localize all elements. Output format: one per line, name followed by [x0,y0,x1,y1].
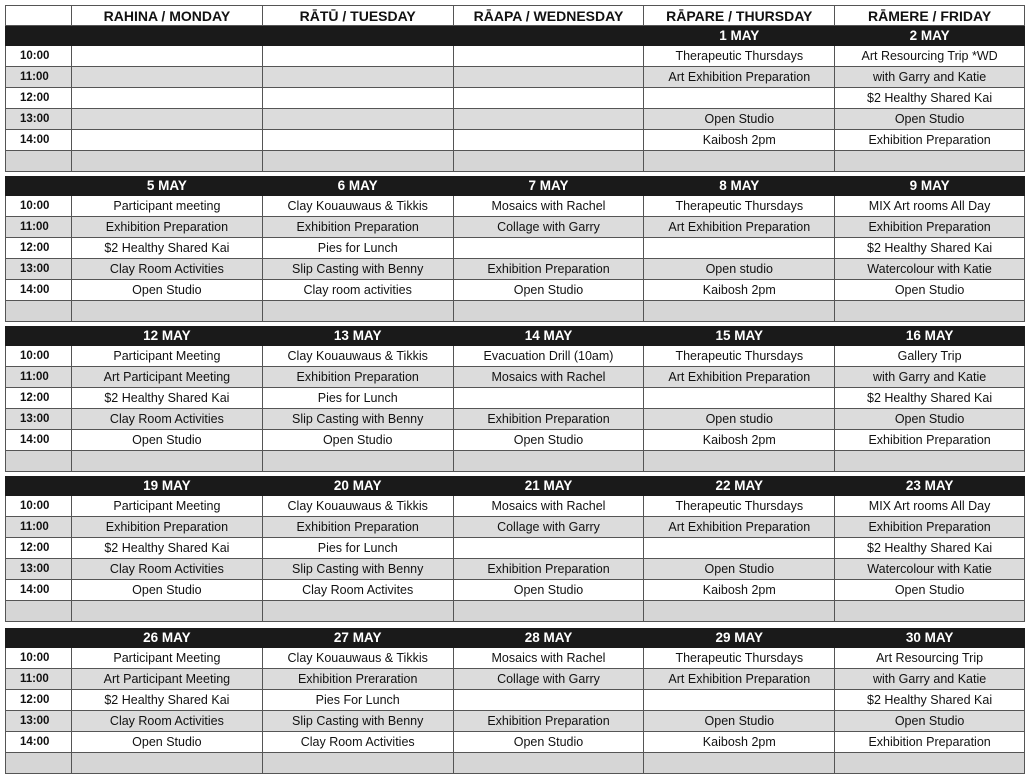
day-header-tuesday: RĀTŪ / TUESDAY [262,5,453,26]
activity-cell-wednesday: Exhibition Preparation [453,711,644,732]
activity-cell-tuesday: Slip Casting with Benny [262,559,453,580]
spacer-cell [834,301,1025,322]
date-label-thursday: 15 MAY [643,326,834,346]
spacer-cell [262,753,453,774]
spacer-cell [834,601,1025,622]
week-date-row [5,326,1025,346]
date-row-spacer [5,176,71,196]
activity-cell-friday: Exhibition Preparation [834,732,1025,753]
date-label-thursday: 1 MAY [643,26,834,46]
time-label: 14:00 [5,430,71,451]
time-label: 12:00 [5,88,71,109]
activity-cell-monday: Open Studio [71,430,262,451]
activity-cell-monday: Art Participant Meeting [71,669,262,690]
activity-cell-friday: $2 Healthy Shared Kai [834,88,1025,109]
activity-cell-monday: Exhibition Preparation [71,217,262,238]
activity-cell-wednesday: Collage with Garry [453,669,644,690]
activity-cell-thursday: Therapeutic Thursdays [643,196,834,217]
activity-cell-wednesday [453,67,644,88]
time-slot-row [5,517,1025,538]
date-label-monday: 26 MAY [71,628,262,648]
activity-cell-friday: Watercolour with Katie [834,559,1025,580]
activity-cell-thursday: Therapeutic Thursdays [643,46,834,67]
time-label: 10:00 [5,46,71,67]
activity-cell-monday: Clay Room Activities [71,711,262,732]
day-header-wednesday: RĀAPA / WEDNESDAY [453,5,644,26]
activity-cell-friday: Exhibition Preparation [834,217,1025,238]
activity-cell-wednesday: Mosaics with Rachel [453,496,644,517]
activity-cell-thursday: Kaibosh 2pm [643,732,834,753]
activity-cell-monday: Participant meeting [71,196,262,217]
activity-cell-wednesday: Exhibition Preparation [453,559,644,580]
activity-cell-wednesday: Exhibition Preparation [453,259,644,280]
spacer-cell [453,151,644,172]
time-slot-row [5,648,1025,669]
activity-cell-thursday: Art Exhibition Preparation [643,669,834,690]
activity-cell-wednesday: Open Studio [453,580,644,601]
date-label-thursday: 29 MAY [643,628,834,648]
time-slot-row [5,346,1025,367]
activity-cell-tuesday: Clay Kouauwaus & Tikkis [262,648,453,669]
spacer-cell [643,601,834,622]
time-slot-row [5,259,1025,280]
activity-cell-wednesday [453,538,644,559]
time-label: 10:00 [5,648,71,669]
day-header-friday: RĀMERE / FRIDAY [834,5,1025,26]
date-label-wednesday: 7 MAY [453,176,644,196]
activity-cell-wednesday [453,238,644,259]
spacer-cell [834,753,1025,774]
activity-cell-tuesday: Open Studio [262,430,453,451]
time-slot-row [5,367,1025,388]
activity-cell-thursday [643,388,834,409]
time-slot-row [5,280,1025,301]
time-label: 12:00 [5,690,71,711]
time-label: 13:00 [5,559,71,580]
activity-cell-tuesday: Slip Casting with Benny [262,259,453,280]
time-label: 11:00 [5,67,71,88]
time-label: 13:00 [5,109,71,130]
spacer-cell [71,451,262,472]
time-slot-row [5,690,1025,711]
activity-cell-monday [71,88,262,109]
week-date-row [5,176,1025,196]
activity-cell-friday: Open Studio [834,109,1025,130]
time-label: 13:00 [5,259,71,280]
spacer-cell [262,151,453,172]
activity-cell-tuesday: Pies for Lunch [262,238,453,259]
activity-cell-thursday [643,88,834,109]
week-spacer-row [5,753,1025,774]
week-date-row [5,476,1025,496]
activity-cell-friday: Gallery Trip [834,346,1025,367]
activity-cell-monday [71,130,262,151]
activity-cell-friday: $2 Healthy Shared Kai [834,388,1025,409]
activity-cell-tuesday: Pies For Lunch [262,690,453,711]
time-slot-row [5,238,1025,259]
spacer-cell [71,601,262,622]
time-slot-row [5,46,1025,67]
date-label-monday: 5 MAY [71,176,262,196]
spacer-cell [453,601,644,622]
day-header-row [5,5,1025,26]
activity-cell-thursday: Open studio [643,409,834,430]
time-label: 14:00 [5,280,71,301]
activity-cell-monday: Clay Room Activities [71,409,262,430]
activity-cell-tuesday: Clay Kouauwaus & Tikkis [262,196,453,217]
activity-cell-tuesday: Clay Room Activites [262,580,453,601]
time-slot-row [5,388,1025,409]
activity-cell-monday: $2 Healthy Shared Kai [71,538,262,559]
activity-cell-thursday: Kaibosh 2pm [643,130,834,151]
activity-cell-wednesday: Mosaics with Rachel [453,367,644,388]
activity-cell-wednesday: Collage with Garry [453,517,644,538]
activity-cell-thursday: Open studio [643,259,834,280]
date-label-monday [71,26,262,46]
activity-cell-tuesday: Pies for Lunch [262,388,453,409]
activity-cell-friday: Exhibition Preparation [834,517,1025,538]
spacer-cell [453,753,644,774]
date-row-spacer [5,26,71,46]
activity-cell-wednesday [453,88,644,109]
spacer-cell [643,451,834,472]
activity-cell-monday [71,67,262,88]
spacer-cell [5,301,71,322]
activity-cell-thursday: Therapeutic Thursdays [643,346,834,367]
activity-cell-monday: $2 Healthy Shared Kai [71,238,262,259]
activity-cell-monday: Clay Room Activities [71,259,262,280]
week-spacer-row [5,301,1025,322]
activity-cell-tuesday: Slip Casting with Benny [262,711,453,732]
activity-cell-monday: Open Studio [71,732,262,753]
spacer-cell [643,151,834,172]
date-label-wednesday: 14 MAY [453,326,644,346]
activity-cell-thursday: Open Studio [643,109,834,130]
date-label-wednesday: 28 MAY [453,628,644,648]
activity-cell-tuesday [262,46,453,67]
date-label-wednesday [453,26,644,46]
activity-cell-thursday [643,538,834,559]
activity-cell-monday: Exhibition Preparation [71,517,262,538]
activity-cell-friday: MIX Art rooms All Day [834,196,1025,217]
time-label: 12:00 [5,238,71,259]
activity-cell-wednesday: Mosaics with Rachel [453,648,644,669]
activity-cell-tuesday [262,88,453,109]
activity-cell-friday: Exhibition Preparation [834,130,1025,151]
activity-cell-monday [71,109,262,130]
time-slot-row [5,67,1025,88]
time-label: 14:00 [5,732,71,753]
date-row-spacer [5,326,71,346]
activity-cell-thursday: Therapeutic Thursdays [643,648,834,669]
activity-cell-thursday: Open Studio [643,559,834,580]
spacer-cell [453,301,644,322]
time-header-cell [5,5,71,26]
spacer-cell [71,151,262,172]
time-slot-row [5,409,1025,430]
activity-cell-tuesday: Clay Kouauwaus & Tikkis [262,346,453,367]
activity-cell-wednesday: Evacuation Drill (10am) [453,346,644,367]
activity-cell-thursday: Kaibosh 2pm [643,280,834,301]
date-label-monday: 19 MAY [71,476,262,496]
week-spacer-row [5,601,1025,622]
activity-cell-friday: Watercolour with Katie [834,259,1025,280]
activity-cell-monday: Participant Meeting [71,346,262,367]
activity-cell-monday: Open Studio [71,280,262,301]
time-slot-row [5,88,1025,109]
activity-cell-wednesday: Open Studio [453,732,644,753]
activity-cell-wednesday: Open Studio [453,280,644,301]
time-label: 10:00 [5,196,71,217]
activity-cell-tuesday: Clay Kouauwaus & Tikkis [262,496,453,517]
activity-cell-thursday [643,690,834,711]
activity-cell-friday: Open Studio [834,711,1025,732]
date-label-thursday: 22 MAY [643,476,834,496]
spacer-cell [453,451,644,472]
activity-cell-friday: Exhibition Preparation [834,430,1025,451]
week-date-row [5,26,1025,46]
time-label: 13:00 [5,409,71,430]
activity-cell-tuesday [262,130,453,151]
activity-cell-wednesday: Mosaics with Rachel [453,196,644,217]
date-label-tuesday: 20 MAY [262,476,453,496]
activity-cell-friday: Art Resourcing Trip [834,648,1025,669]
time-label: 12:00 [5,538,71,559]
activity-cell-friday: Art Resourcing Trip *WD [834,46,1025,67]
time-slot-row [5,711,1025,732]
activity-cell-monday: Participant Meeting [71,496,262,517]
time-label: 13:00 [5,711,71,732]
activity-cell-wednesday [453,109,644,130]
time-label: 11:00 [5,669,71,690]
activity-cell-tuesday [262,67,453,88]
activity-cell-tuesday: Exhibition Preparation [262,517,453,538]
spacer-cell [5,151,71,172]
week-date-row [5,628,1025,648]
activity-cell-tuesday [262,109,453,130]
activity-cell-thursday: Art Exhibition Preparation [643,517,834,538]
spacer-cell [643,301,834,322]
activity-cell-wednesday: Collage with Garry [453,217,644,238]
activity-cell-tuesday: Exhibition Preparation [262,367,453,388]
time-slot-row [5,580,1025,601]
spacer-cell [643,753,834,774]
activity-cell-friday: with Garry and Katie [834,367,1025,388]
activity-cell-friday: with Garry and Katie [834,67,1025,88]
activity-cell-thursday: Art Exhibition Preparation [643,217,834,238]
activity-cell-thursday: Art Exhibition Preparation [643,67,834,88]
spacer-cell [5,451,71,472]
activity-cell-thursday: Kaibosh 2pm [643,430,834,451]
activity-cell-monday: $2 Healthy Shared Kai [71,388,262,409]
activity-cell-friday: Open Studio [834,580,1025,601]
spacer-cell [5,753,71,774]
date-label-friday: 16 MAY [834,326,1025,346]
date-label-friday: 2 MAY [834,26,1025,46]
activity-cell-monday: Art Participant Meeting [71,367,262,388]
activity-cell-monday: Participant Meeting [71,648,262,669]
time-label: 12:00 [5,388,71,409]
spacer-cell [71,301,262,322]
spacer-cell [71,753,262,774]
activity-cell-friday: MIX Art rooms All Day [834,496,1025,517]
date-label-friday: 9 MAY [834,176,1025,196]
activity-cell-thursday [643,238,834,259]
activity-cell-friday: with Garry and Katie [834,669,1025,690]
day-header-monday: RAHINA / MONDAY [71,5,262,26]
activity-cell-tuesday: Clay Room Activities [262,732,453,753]
date-label-friday: 23 MAY [834,476,1025,496]
activity-cell-friday: Open Studio [834,280,1025,301]
date-label-thursday: 8 MAY [643,176,834,196]
activity-cell-friday: $2 Healthy Shared Kai [834,238,1025,259]
spacer-cell [262,601,453,622]
activity-cell-monday: $2 Healthy Shared Kai [71,690,262,711]
time-label: 11:00 [5,367,71,388]
time-slot-row [5,109,1025,130]
day-header-thursday: RĀPARE / THURSDAY [643,5,834,26]
time-slot-row [5,732,1025,753]
spacer-cell [834,151,1025,172]
activity-cell-friday: Open Studio [834,409,1025,430]
date-label-tuesday: 27 MAY [262,628,453,648]
spacer-cell [834,451,1025,472]
time-slot-row [5,669,1025,690]
date-row-spacer [5,476,71,496]
activity-cell-wednesday [453,690,644,711]
date-row-spacer [5,628,71,648]
time-slot-row [5,430,1025,451]
activity-cell-thursday: Art Exhibition Preparation [643,367,834,388]
activity-cell-wednesday: Exhibition Preparation [453,409,644,430]
activity-cell-tuesday: Slip Casting with Benny [262,409,453,430]
activity-cell-tuesday: Exhibition Preraration [262,669,453,690]
time-slot-row [5,496,1025,517]
activity-cell-friday: $2 Healthy Shared Kai [834,690,1025,711]
activity-cell-wednesday [453,46,644,67]
time-label: 10:00 [5,496,71,517]
activity-cell-tuesday: Clay room activities [262,280,453,301]
activity-cell-friday: $2 Healthy Shared Kai [834,538,1025,559]
activity-cell-monday [71,46,262,67]
time-label: 14:00 [5,130,71,151]
date-label-monday: 12 MAY [71,326,262,346]
time-slot-row [5,130,1025,151]
date-label-tuesday [262,26,453,46]
spacer-cell [262,451,453,472]
week-spacer-row [5,451,1025,472]
time-slot-row [5,196,1025,217]
time-slot-row [5,559,1025,580]
date-label-wednesday: 21 MAY [453,476,644,496]
time-label: 11:00 [5,217,71,238]
spacer-cell [262,301,453,322]
time-label: 10:00 [5,346,71,367]
activity-cell-monday: Open Studio [71,580,262,601]
time-slot-row [5,217,1025,238]
date-label-friday: 30 MAY [834,628,1025,648]
date-label-tuesday: 13 MAY [262,326,453,346]
activity-cell-tuesday: Pies for Lunch [262,538,453,559]
time-slot-row [5,538,1025,559]
activity-cell-thursday: Kaibosh 2pm [643,580,834,601]
activity-cell-monday: Clay Room Activities [71,559,262,580]
activity-cell-thursday: Open Studio [643,711,834,732]
time-label: 11:00 [5,517,71,538]
week-spacer-row [5,151,1025,172]
spacer-cell [5,601,71,622]
activity-cell-thursday: Therapeutic Thursdays [643,496,834,517]
activity-cell-tuesday: Exhibition Preparation [262,217,453,238]
activity-cell-wednesday [453,130,644,151]
activity-cell-wednesday: Open Studio [453,430,644,451]
date-label-tuesday: 6 MAY [262,176,453,196]
activity-cell-wednesday [453,388,644,409]
time-label: 14:00 [5,580,71,601]
